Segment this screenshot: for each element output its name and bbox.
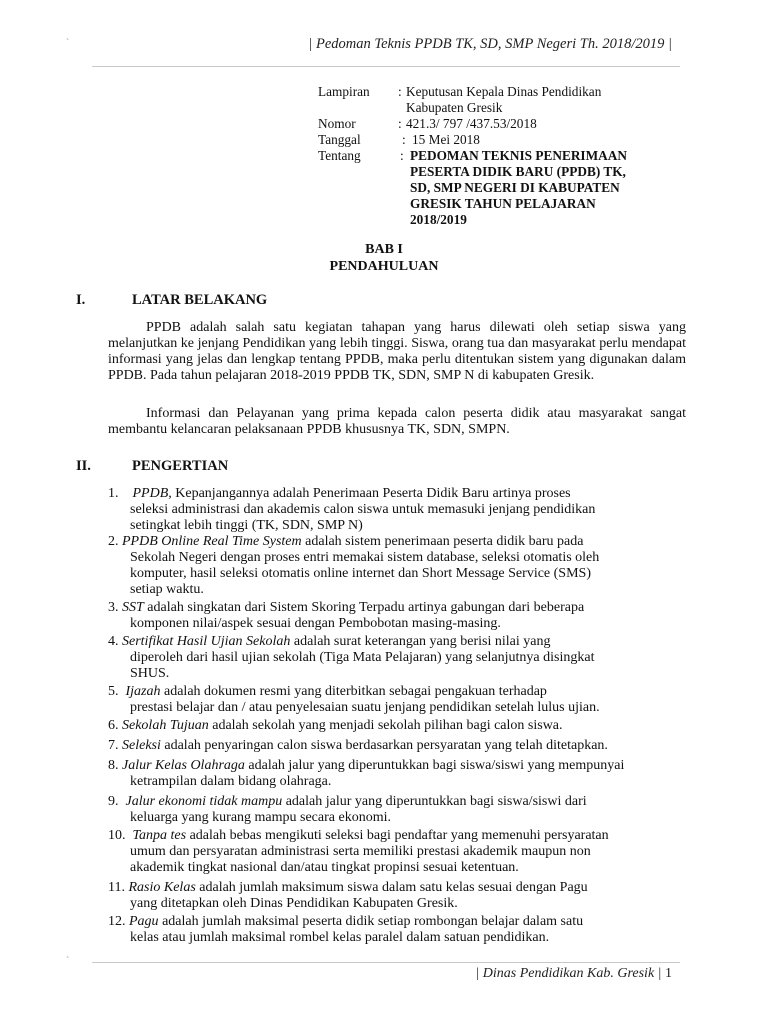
list-item — [108, 738, 686, 754]
lampiran-colon: : — [398, 84, 402, 99]
section-number: I. — [76, 292, 86, 308]
list-item — [108, 794, 686, 826]
list-item — [108, 880, 686, 912]
tentang-value-line: 2018/2019 — [410, 212, 467, 227]
item-text: adalah singkatan dari Sistem Skoring Terpadu artinya gabungan dari beberapa — [143, 600, 585, 615]
list-item — [108, 534, 686, 598]
list-item — [108, 634, 686, 682]
item-text: adalah surat keterangan yang berisi nilai yang — [290, 634, 551, 649]
item-text: adalah jumlah maksimum siswa dalam satu kelas sesuai dengan Pagu — [195, 880, 588, 895]
list-item — [108, 600, 686, 632]
item-text: adalah sekolah yang menjadi sekolah pilihan bagi calon siswa. — [208, 718, 563, 733]
item-number: 10. — [108, 828, 126, 843]
item-term: Jalur Kelas Olahraga — [122, 758, 245, 773]
tentang-label: Tentang — [318, 148, 361, 163]
tanggal-value: 15 Mei 2018 — [412, 132, 480, 147]
tentang-value-line: PESERTA DIDIK BARU (PPDB) TK, — [410, 164, 626, 179]
item-number: 12. — [108, 914, 126, 929]
tentang-value-line: SD, SMP NEGERI DI KABUPATEN — [410, 180, 620, 195]
item-text: adalah penyaringan calon siswa berdasarkan persyaratan yang telah ditetapkan. — [160, 738, 608, 753]
item-term: Rasio Kelas — [128, 880, 196, 895]
section-title: PENGERTIAN — [132, 458, 229, 474]
item-number: 9. — [108, 794, 119, 809]
item-text: seleksi administrasi dan akademis calon siswa untuk memasuki jenjang pendidikan — [130, 502, 596, 517]
header-divider — [92, 66, 680, 67]
item-text: prestasi belajar dan / atau penyelesaian suatu jenjang pendidikan setelah lulus ujian. — [130, 700, 600, 715]
item-number: 6. — [108, 718, 119, 733]
section-heading-latar-belakang — [76, 292, 267, 309]
item-text: Sekolah Negeri dengan proses entri memakai sistem database, seleksi otomatis oleh — [130, 550, 600, 565]
chapter-title: PENDAHULUAN — [329, 259, 439, 274]
tentang-value-line: GRESIK TAHUN PELAJARAN — [410, 196, 596, 211]
page-footer — [475, 966, 672, 982]
item-text: adalah bebas mengikuti seleksi bagi pendaftar yang memenuhi persyaratan — [186, 828, 609, 843]
list-item — [108, 718, 686, 734]
item-number: 5. — [108, 684, 119, 699]
nomor-colon: : — [398, 116, 402, 131]
footer-text: | Dinas Pendidikan Kab. Gresik | — [475, 966, 662, 981]
page-number: 1 — [665, 966, 672, 981]
footer-tick-mark: ` — [66, 956, 70, 967]
item-number: 1. — [108, 486, 119, 501]
item-number: 2. — [108, 534, 119, 549]
lampiran-value-line: Keputusan Kepala Dinas Pendidikan — [406, 84, 602, 99]
item-term: SST — [122, 600, 144, 615]
item-term: Seleksi — [122, 738, 161, 753]
tentang-value-line: PEDOMAN TEKNIS PENERIMAAN — [410, 148, 627, 163]
lampiran-value-line: Kabupaten Gresik — [406, 100, 503, 115]
item-text: diperoleh dari hasil ujian sekolah (Tiga Mata Pelajaran) yang selanjutnya disingkat — [130, 650, 595, 665]
item-text: ketrampilan dalam bidang olahraga. — [130, 774, 332, 789]
item-text: setingkat lebih tinggi (TK, SDN, SMP N) — [130, 518, 363, 533]
lampiran-label: Lampiran — [318, 84, 370, 99]
list-item — [108, 684, 686, 716]
item-text: komputer, hasil seleksi otomatis online internet dan Short Message Service (SMS) — [130, 566, 591, 581]
tanggal-colon: : — [402, 132, 406, 147]
list-item — [108, 486, 686, 534]
page-header: | Pedoman Teknis PPDB TK, SD, SMP Negeri Th. 2018/2019 | — [308, 36, 672, 52]
item-text: adalah jalur yang diperuntukkan bagi siswa/siswi dari — [282, 794, 587, 809]
item-number: 8. — [108, 758, 119, 773]
item-term: Sertifikat Hasil Ujian Sekolah — [122, 634, 291, 649]
item-term: Sekolah Tujuan — [122, 718, 209, 733]
item-term: Pagu — [129, 914, 159, 929]
footer-divider — [92, 962, 680, 963]
section-number: II. — [76, 458, 91, 474]
item-text: keluarga yang kurang mampu secara ekonomi. — [130, 810, 391, 825]
item-number: 3. — [108, 600, 119, 615]
item-text: adalah jumlah maksimal peserta didik setiap rombongan belajar dalam satu — [158, 914, 584, 929]
item-text: yang ditetapkan oleh Dinas Pendidikan Kabupaten Gresik. — [130, 896, 458, 911]
section-heading-pengertian — [76, 458, 228, 475]
item-number: 7. — [108, 738, 119, 753]
list-item — [108, 828, 686, 876]
item-text: umum dan persyaratan administrasi serta memiliki prestasi akademik maupun non — [130, 844, 591, 859]
item-text: SHUS. — [130, 666, 170, 681]
item-number: 11. — [108, 880, 125, 895]
item-text: , Kepanjangannya adalah Penerimaan Peserta Didik Baru artinya proses — [168, 486, 571, 501]
item-text: adalah sistem penerimaan peserta didik baru pada — [301, 534, 584, 549]
item-term: Tanpa tes — [132, 828, 187, 843]
list-item — [108, 914, 686, 946]
item-term: Ijazah — [125, 684, 161, 699]
item-text: kelas atau jumlah maksimal rombel kelas paralel dalam satuan pendidikan. — [130, 930, 550, 945]
item-text: adalah dokumen resmi yang diterbitkan sebagai pengakuan terhadap — [160, 684, 547, 699]
nomor-value: 421.3/ 797 /437.53/2018 — [406, 116, 537, 131]
item-term: PPDB — [132, 486, 169, 501]
item-text: akademik tingkat nasional dan/atau tingkat propinsi sesuai ketentuan. — [130, 860, 519, 875]
tanggal-label: Tanggal — [318, 132, 361, 147]
item-term: Jalur ekonomi tidak mampu — [125, 794, 283, 809]
paragraph: Informasi dan Pelayanan yang prima kepada calon peserta didik atau masyarakat sangat membantu kelancaran pelaksanaan PPDB khususnya TK, SDN, SMPN. — [108, 406, 686, 437]
list-item — [108, 758, 686, 790]
item-text: komponen nilai/aspek sesuai dengan Pembobotan masing-masing. — [130, 616, 501, 631]
item-text: setiap waktu. — [130, 582, 204, 597]
item-term: PPDB Online Real Time System — [122, 534, 302, 549]
section-title: LATAR BELAKANG — [132, 292, 268, 308]
item-number: 4. — [108, 634, 119, 649]
header-tick-mark: ` — [66, 38, 70, 49]
paragraph: PPDB adalah salah satu kegiatan tahapan yang harus dilewati oleh setiap siswa yang melanjutkan ke jenjang Pendidikan yang lebih tinggi. Siswa, orang tua dan masyarakat perlu mendapat informasi yang jelas dan lengkap tentang PPDB, maka perlu ditentukan sistem yang digunakan dalam PPDB. Pada tahun pelajaran 2018-2019 PPDB TK, SDN, SMP N di kabupaten Gresik. — [108, 320, 686, 383]
item-text: adalah jalur yang diperuntukkan bagi siswa/siswi yang mempunyai — [244, 758, 625, 773]
nomor-label: Nomor — [318, 116, 356, 131]
chapter-number: BAB I — [365, 242, 403, 257]
tentang-colon: : — [400, 148, 404, 163]
